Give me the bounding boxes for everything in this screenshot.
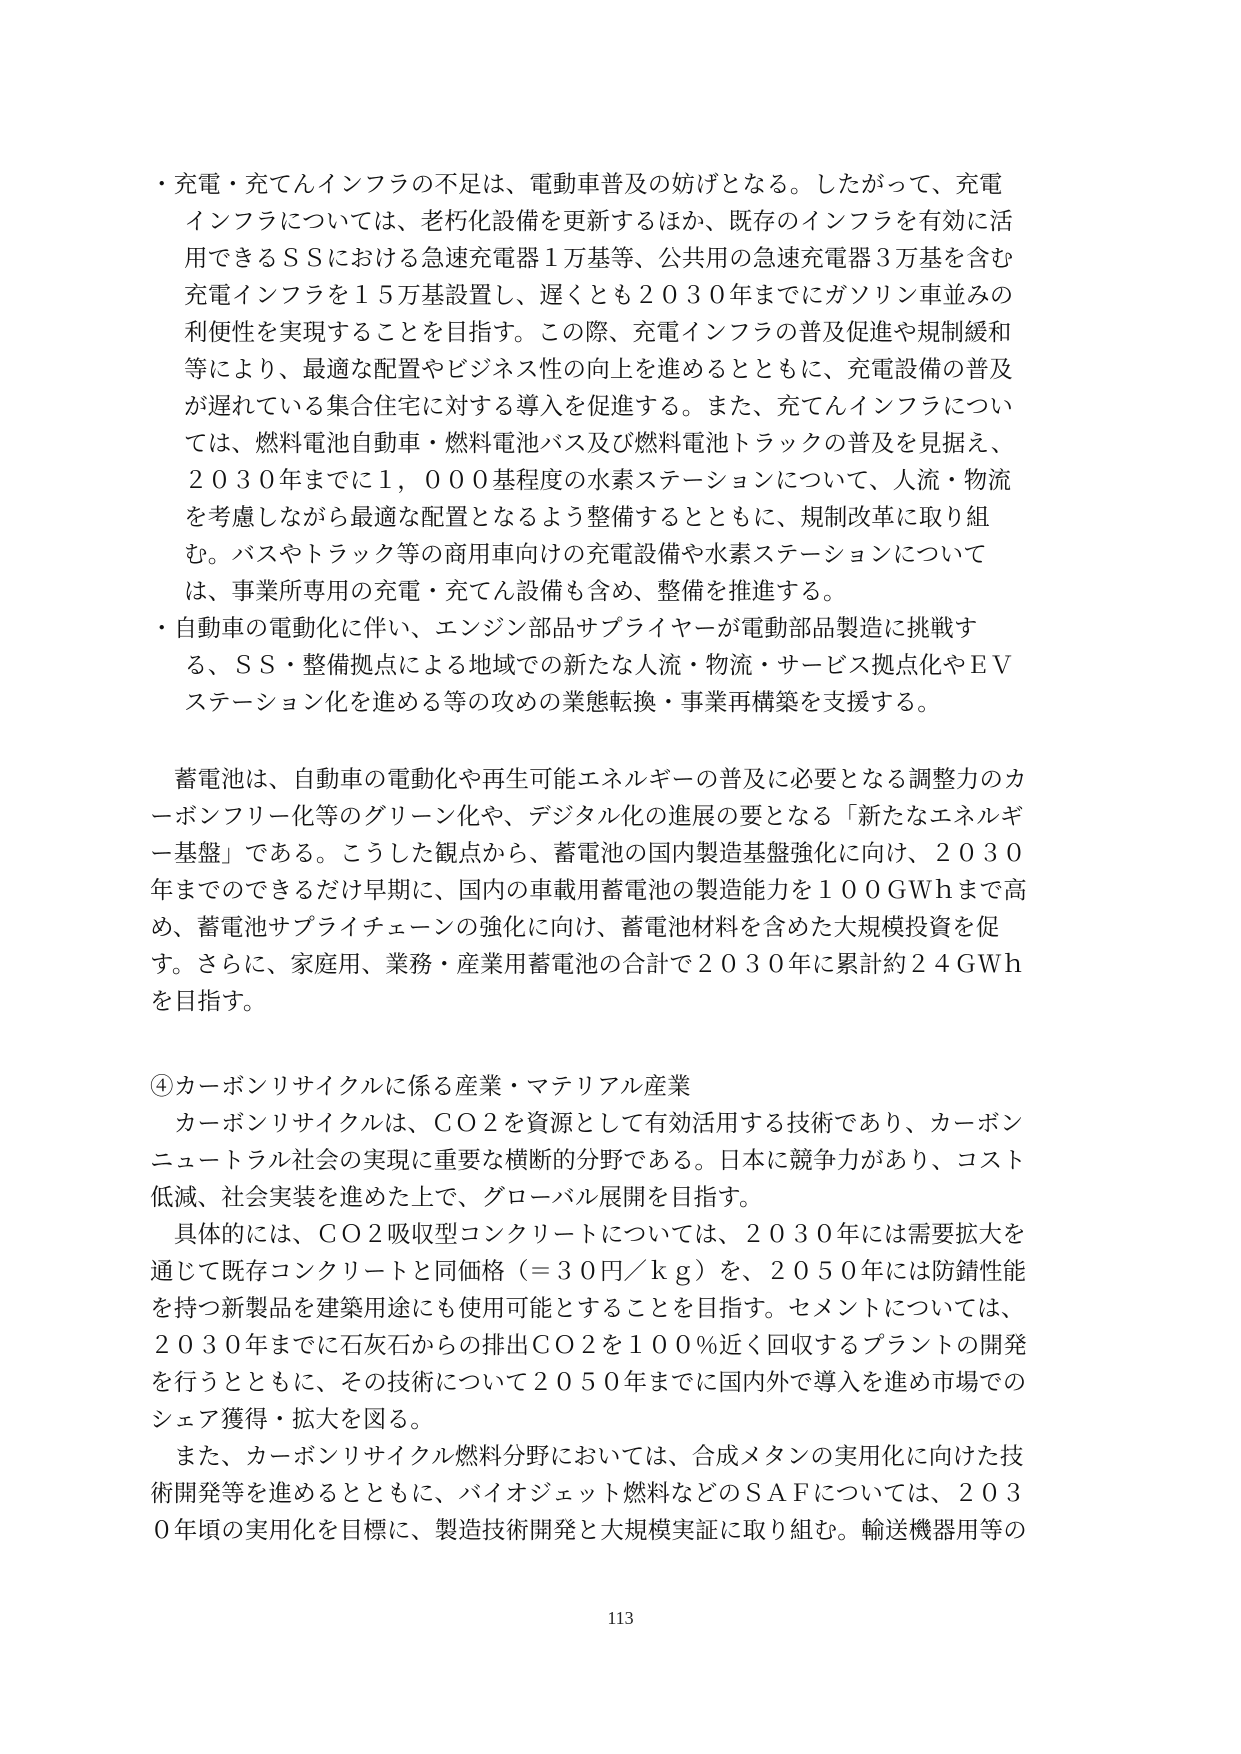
battery-paragraph [150, 761, 1090, 1020]
bullet-item-charging-infrastructure [150, 166, 1090, 610]
paragraph-line: を目指す。 [150, 987, 267, 1015]
paragraph-line: 術開発等を進めるとともに、バイオジェット燃料などのＳＡＦについては、２０３ [150, 1479, 1026, 1507]
paragraph-line: また、カーボンリサイクル燃料分野においては、合成メタンの実用化に向けた技 [150, 1442, 1024, 1470]
bullet-line: む。バスやトラック等の商用車向けの充電設備や水素ステーションについて [184, 540, 987, 568]
paragraph-line: ０年頃の実用化を目標に、製造技術開発と大規模実証に取り組む。輸送機器用等の [150, 1516, 1027, 1544]
paragraph-line: シェア獲得・拡大を図る。 [150, 1405, 434, 1433]
paragraph-line: め、蓄電池サプライチェーンの強化に向け、蓄電池材料を含めた大規模投資を促 [150, 913, 1000, 941]
bullet-line: 利便性を実現することを目指す。この際、充電インフラの普及促進や規制緩和 [184, 318, 1012, 346]
bullet-line: は、事業所専用の充電・充てん設備も含め、整備を推進する。 [184, 577, 847, 605]
bullet-item-business-transformation [150, 610, 1090, 721]
bullet-line: 充電インフラを１５万基設置し、遅くとも２０３０年までにガソリン車並みの [184, 281, 1014, 309]
paragraph-line: 低減、社会実装を進めた上で、グローバル展開を目指す。 [150, 1183, 763, 1211]
paragraph-line: 通じて既存コンクリートと同価格（＝３０円／ｋｇ）を、２０５０年には防錆性能 [150, 1257, 1027, 1285]
bullet-list [150, 166, 1090, 721]
bullet-line: 等により、最適な配置やビジネス性の向上を進めるとともに、充電設備の普及 [184, 355, 1013, 383]
bullet-line: る、ＳＳ・整備拠点による地域での新たな人流・物流・サービス拠点化やＥＶ [184, 651, 1014, 679]
section-heading: ④カーボンリサイクルに係る産業・マテリアル産業 [150, 1072, 691, 1100]
bullet-line: ・自動車の電動化に伴い、エンジン部品サプライヤーが電動部品製造に挑戦す [150, 614, 978, 642]
page-number: 113 [607, 1608, 634, 1628]
paragraph-line: す。さらに、家庭用、業務・産業用蓄電池の合計で２０３０年に累計約２４ＧＷｈ [150, 950, 1026, 978]
paragraph-line: ーボンフリー化等のグリーン化や、デジタル化の進展の要となる「新たなエネルギ [150, 802, 1024, 830]
paragraph-line: 年までのできるだけ早期に、国内の車載用蓄電池の製造能力を１００ＧＷｈまで高 [150, 876, 1027, 904]
section-paragraph [150, 1438, 1090, 1549]
bullet-line: 用できるＳＳにおける急速充電器１万基等、公共用の急速充電器３万基を含む [184, 244, 1014, 272]
bullet-line: ２０３０年までに１，０００基程度の水素ステーションについて、人流・物流 [184, 466, 1012, 494]
paragraph-line: ニュートラル社会の実現に重要な横断的分野である。日本に競争力があり、コスト [150, 1146, 1027, 1174]
bullet-line: ・充電・充てんインフラの不足は、電動車普及の妨げとなる。したがって、充電 [150, 170, 1003, 198]
paragraph-line: を行うとともに、その技術について２０５０年までに国内外で導入を進め市場での [150, 1368, 1027, 1396]
paragraph-line: 蓄電池は、自動車の電動化や再生可能エネルギーの普及に必要となる調整力のカ [150, 765, 1027, 793]
bullet-line: ステーション化を進める等の攻めの業態転換・事業再構築を支援する。 [184, 688, 941, 716]
bullet-line: ては、燃料電池自動車・燃料電池バス及び燃料電池トラックの普及を見据え、 [184, 429, 1015, 457]
paragraph-line: ２０３０年までに石灰石からの排出ＣＯ２を１００％近く回収するプラントの開発 [150, 1331, 1027, 1359]
section-carbon-recycling [150, 1068, 1090, 1549]
bullet-line: インフラについては、老朽化設備を更新するほか、既存のインフラを有効に活 [184, 207, 1014, 235]
paragraph-line: カーボンリサイクルは、ＣＯ２を資源として有効活用する技術であり、カーボン [150, 1109, 1024, 1137]
bullet-line: を考慮しながら最適な配置となるよう整備するとともに、規制改革に取り組 [184, 503, 990, 531]
paragraph-line: を持つ新製品を建築用途にも使用可能とすることを目指す。セメントについては、 [150, 1294, 1025, 1322]
section-paragraph [150, 1105, 1090, 1216]
bullet-line: が遅れている集合住宅に対する導入を促進する。また、充てんインフラについ [184, 392, 1014, 420]
paragraph-line: ー基盤」である。こうした観点から、蓄電池の国内製造基盤強化に向け、２０３０ [150, 839, 1026, 867]
paragraph-line: 具体的には、ＣＯ２吸収型コンクリートについては、２０３０年には需要拡大を [150, 1220, 1026, 1248]
section-paragraph [150, 1216, 1090, 1438]
